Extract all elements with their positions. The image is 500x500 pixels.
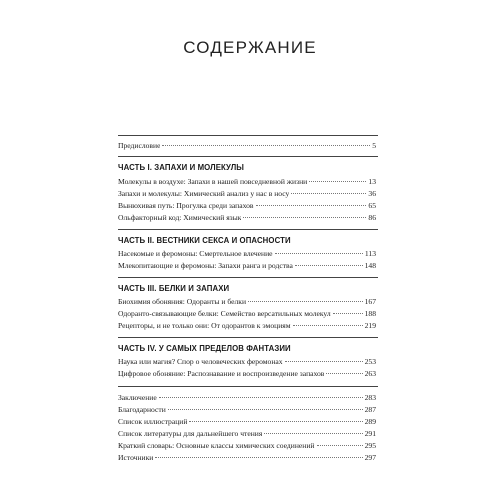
dot-leader <box>155 457 362 458</box>
dot-leader <box>326 373 362 374</box>
toc-entry <box>118 297 376 306</box>
divider <box>118 277 378 278</box>
toc-entry <box>118 141 376 150</box>
dot-leader <box>291 193 366 194</box>
toc-entry <box>118 417 376 426</box>
entry-title: Список литературы для дальнейшего чтения <box>118 429 263 438</box>
toc-entry <box>118 393 376 402</box>
entry-title: Список иллюстраций <box>118 417 188 426</box>
toc-entry <box>118 453 376 462</box>
dot-leader <box>309 181 366 182</box>
toc-entry <box>118 429 376 438</box>
entry-title: Молекулы в воздухе: Запахи в нашей повседневной жизни <box>118 177 308 186</box>
toc-entry <box>118 369 376 378</box>
dot-leader <box>248 301 363 302</box>
entry-title: Краткий словарь: Основные классы химических соединений <box>118 441 315 450</box>
divider <box>118 337 378 338</box>
toc-entry <box>118 309 376 318</box>
entry-title: Заключение <box>118 393 157 402</box>
dot-leader <box>317 445 363 446</box>
dot-leader <box>189 421 362 422</box>
entry-page: 289 <box>364 417 376 426</box>
entry-page: 148 <box>364 261 376 270</box>
dot-leader <box>243 217 366 218</box>
entry-page: 291 <box>364 429 376 438</box>
entry-page: 113 <box>364 249 376 258</box>
toc-entry <box>118 249 376 258</box>
entry-page: 219 <box>364 321 376 330</box>
entry-title: Ольфакторный код: Химический язык <box>118 213 242 222</box>
dot-leader <box>333 313 363 314</box>
entry-page: 65 <box>368 201 376 210</box>
entry-page: 295 <box>364 441 376 450</box>
entry-title: Вынюхивая путь: Прогулка среди запахов <box>118 201 254 210</box>
divider <box>118 156 378 157</box>
dot-leader <box>264 433 362 434</box>
entry-title: Запахи и молекулы: Химический анализ у нас в носу <box>118 189 290 198</box>
entry-page: 263 <box>364 369 376 378</box>
entry-page: 5 <box>372 141 376 150</box>
entry-title: Одоранто-связывающие белки: Семейство версатильных молекул <box>118 309 331 318</box>
part-heading: ЧАСТЬ IV. У САМЫХ ПРЕДЕЛОВ ФАНТАЗИИ <box>118 344 291 353</box>
part-heading: ЧАСТЬ III. БЕЛКИ И ЗАПАХИ <box>118 284 230 293</box>
toc-entry <box>118 261 376 270</box>
dot-leader <box>295 265 363 266</box>
dot-leader <box>275 253 363 254</box>
dot-leader <box>293 325 363 326</box>
toc-entry <box>118 405 376 414</box>
entry-page: 36 <box>368 189 376 198</box>
entry-page: 86 <box>368 213 376 222</box>
toc-entry <box>118 321 376 330</box>
entry-page: 188 <box>364 309 376 318</box>
entry-page: 253 <box>364 357 376 366</box>
entry-page: 287 <box>364 405 376 414</box>
entry-title: Предисловие <box>118 141 161 150</box>
entry-page: 297 <box>364 453 376 462</box>
dot-leader <box>159 397 363 398</box>
page-title: СОДЕРЖАНИЕ <box>183 38 317 57</box>
dot-leader <box>256 205 367 206</box>
toc-entry <box>118 201 376 210</box>
entry-title: Благодарности <box>118 405 166 414</box>
toc-entry <box>118 177 376 186</box>
dot-leader <box>162 145 370 146</box>
entry-page: 13 <box>368 177 376 186</box>
toc-entry <box>118 213 376 222</box>
divider <box>118 386 378 387</box>
toc-entry <box>118 189 376 198</box>
divider <box>118 135 378 136</box>
dot-leader <box>168 409 363 410</box>
entry-title: Рецепторы, и не только они: От одорантов к эмоциям <box>118 321 291 330</box>
toc-entry <box>118 441 376 450</box>
entry-title: Цифровое обоняние: Распознавание и воспроизведение запахов <box>118 369 325 378</box>
entry-page: 283 <box>364 393 376 402</box>
entry-title: Млекопитающие и феромоны: Запахи ранга и родства <box>118 261 293 270</box>
divider <box>118 229 378 230</box>
toc-entry <box>118 357 376 366</box>
part-heading: ЧАСТЬ I. ЗАПАХИ И МОЛЕКУЛЫ <box>118 163 245 172</box>
dot-leader <box>285 361 363 362</box>
entry-title: Биохимия обоняния: Одоранты и белки <box>118 297 247 306</box>
part-heading: ЧАСТЬ II. ВЕСТНИКИ СЕКСА И ОПАСНОСТИ <box>118 236 291 245</box>
entry-page: 167 <box>364 297 376 306</box>
entry-title: Наука или магия? Спор о человеческих феромонах <box>118 357 283 366</box>
entry-title: Насекомые и феромоны: Смертельное влечение <box>118 249 273 258</box>
entry-title: Источники <box>118 453 154 462</box>
